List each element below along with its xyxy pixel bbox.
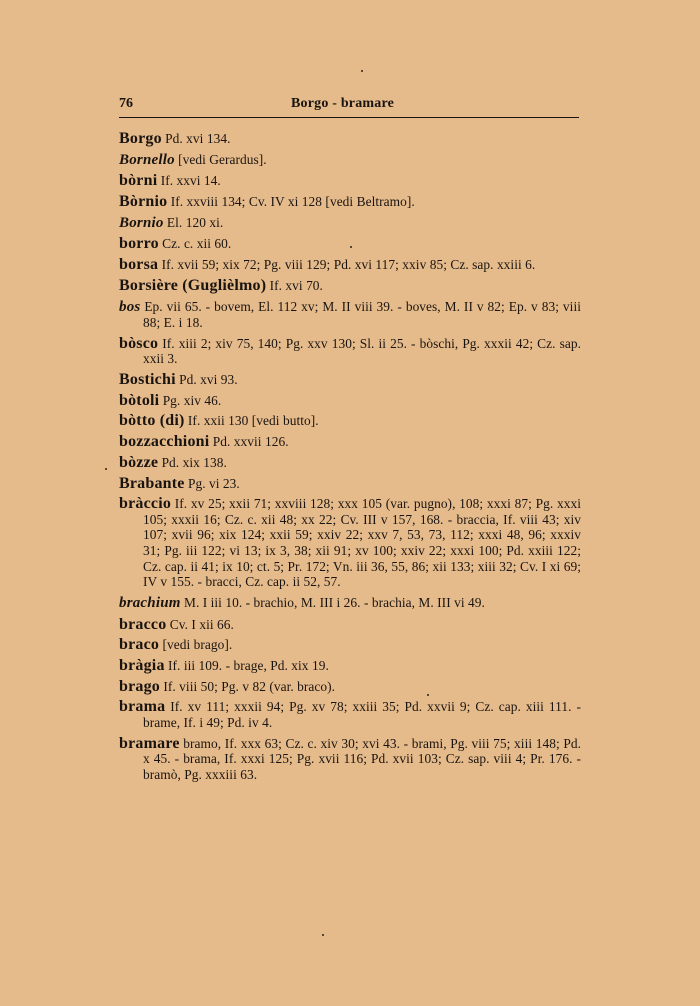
entry-headword: Borsière (Guglièlmo) <box>119 276 267 294</box>
entry-headword: Borgo <box>119 130 162 147</box>
entry-headword: braco <box>119 636 160 654</box>
dictionary-entries <box>119 131 581 787</box>
entry-headword: borsa <box>119 256 159 274</box>
dictionary-entry <box>119 393 581 409</box>
entry-references: Pd. xxvii 126. <box>212 434 289 450</box>
dictionary-entry <box>119 595 581 612</box>
entry-headword: brachium <box>119 594 181 611</box>
entry-references: If. xxvi 14. <box>160 173 221 189</box>
entry-references: Pd. xvi 134. <box>165 131 231 146</box>
entry-references: El. 120 xi. <box>166 214 224 230</box>
entry-references: If. xvi 70. <box>269 277 323 293</box>
entry-references: If. xv 25; xxii 71; xxviii 128; xxx 105 (var. pugno), 108; xxxi 87; Pg. xxxi 105; xxxii 16; Cz. c. xii 48; xx 22; Cv. III v 157, 168. - braccia, If. viii 43; xiv 107; xvii 96; xix 124; xxii 59; xxiv 22; xxv 7, 53, 73, 112; xxxi 48, 96; xxxiv 31; Pg. iii 122; vi 13; ix 3, 38; xii 91; xv 100; xxiv 22; xxxi 100; Pd. xxiii 122; Cz. cap. ii 41; ix 10; ct. 5; Pr. 172; Vn. iii 36, 55, 86; xii 133; xiii 32; Cv. I xi 69; IV v 155. - bracci, Cz. cap. ii 52, 57. <box>143 496 581 590</box>
entry-headword: Brabante <box>119 474 185 492</box>
entry-headword: bracco <box>119 615 167 633</box>
entry-headword: Bornio <box>119 214 164 231</box>
dictionary-entry <box>119 278 581 294</box>
entry-references: If. viii 50; Pg. v 82 (var. braco). <box>163 678 336 694</box>
entry-headword: Bòrnio <box>119 193 168 211</box>
ink-speck <box>361 70 363 72</box>
header-rule <box>119 117 579 118</box>
entry-headword: brama <box>119 698 166 716</box>
entry-headword: borro <box>119 235 159 253</box>
dictionary-entry <box>119 372 581 388</box>
entry-references: Pg. vi 23. <box>187 475 240 491</box>
entry-references: [vedi Gerardus]. <box>178 151 267 167</box>
dictionary-entry <box>119 496 581 590</box>
entry-references: [vedi brago]. <box>162 637 233 653</box>
entry-headword: bozzacchioni <box>119 433 210 451</box>
dictionary-entry <box>119 152 581 169</box>
ink-speck <box>322 934 324 936</box>
entry-headword: bòsco <box>119 334 159 352</box>
dictionary-entry <box>119 413 581 429</box>
entry-headword: brago <box>119 677 160 695</box>
entry-headword: bràgia <box>119 656 165 674</box>
dictionary-entry <box>119 617 581 633</box>
entry-references: If. xvii 59; xix 72; Pg. viii 129; Pd. xvi 117; xxiv 85; Cz. sap. xxiii 6. <box>161 257 536 273</box>
entry-references: Cz. c. xii 60. <box>162 236 232 252</box>
running-title: Borgo - bramare <box>291 96 395 111</box>
entry-headword: bòtoli <box>119 391 160 409</box>
entry-references: If. iii 109. - brage, Pd. xix 19. <box>168 657 329 673</box>
entry-references: If. xv 111; xxxii 94; Pg. xv 78; xxiii 35; Pd. xxvii 9; Cz. cap. xiii 111. - brame, If. i 49; Pd. iv 4. <box>143 699 581 730</box>
dictionary-entry <box>119 215 581 232</box>
dictionary-entry <box>119 476 581 492</box>
entry-references: bramo, If. xxx 63; Cz. c. xiv 30; xvi 43. - brami, Pg. viii 75; xiii 148; Pd. x 45. - brama, If. xxxi 125; Pg. xvii 116; Pd. xvii 103; Cz. sap. viii 4; Pr. 176. - bramò, Pg. xxxiii 63. <box>143 735 581 782</box>
entry-references: M. I iii 10. - brachio, M. III i 26. - brachia, M. III vi 49. <box>183 594 485 610</box>
entry-headword: bòzze <box>119 453 159 471</box>
dictionary-entry <box>119 679 581 695</box>
entry-headword: bos <box>119 298 141 315</box>
entry-references: Cv. I xii 66. <box>169 616 234 632</box>
entry-headword: Bostichi <box>119 371 176 389</box>
entry-references: If. xxviii 134; Cv. IV xi 128 [vedi Beltramo]. <box>170 194 415 210</box>
entry-headword: bràccio <box>119 495 172 513</box>
page-header <box>119 96 579 116</box>
dictionary-entry <box>119 299 581 331</box>
dictionary-entry <box>119 658 581 674</box>
entry-headword: Bornello <box>119 151 175 168</box>
entry-headword: bòtto (di) <box>119 412 185 430</box>
dictionary-entry <box>119 236 581 252</box>
entry-references: If. xxii 130 [vedi butto]. <box>187 413 319 429</box>
dictionary-entry <box>119 173 581 189</box>
dictionary-entry <box>119 257 581 273</box>
entry-references: Ep. vii 65. - bovem, El. 112 xv; M. II viii 39. - boves, M. II v 82; Ep. v 83; viii 88; E. i 18. <box>143 298 581 331</box>
dictionary-entry <box>119 336 581 367</box>
dictionary-entry <box>119 699 581 730</box>
entry-headword: bramare <box>119 734 180 752</box>
page-number: 76 <box>119 96 133 111</box>
dictionary-entry <box>119 455 581 471</box>
dictionary-entry <box>119 194 581 210</box>
dictionary-entry <box>119 637 581 653</box>
dictionary-entry <box>119 736 581 783</box>
ink-speck <box>105 468 107 470</box>
entry-references: Pd. xix 138. <box>161 454 227 470</box>
entry-references: If. xiii 2; xiv 75, 140; Pg. xxv 130; Sl. ii 25. - bòschi, Pg. xxxii 42; Cz. sap. xxii 3. <box>143 335 581 367</box>
entry-headword: bòrni <box>119 172 158 190</box>
entry-references: Pd. xvi 93. <box>179 372 238 388</box>
dictionary-entry <box>119 131 581 147</box>
entry-references: Pg. xiv 46. <box>162 392 222 408</box>
dictionary-entry <box>119 434 581 450</box>
